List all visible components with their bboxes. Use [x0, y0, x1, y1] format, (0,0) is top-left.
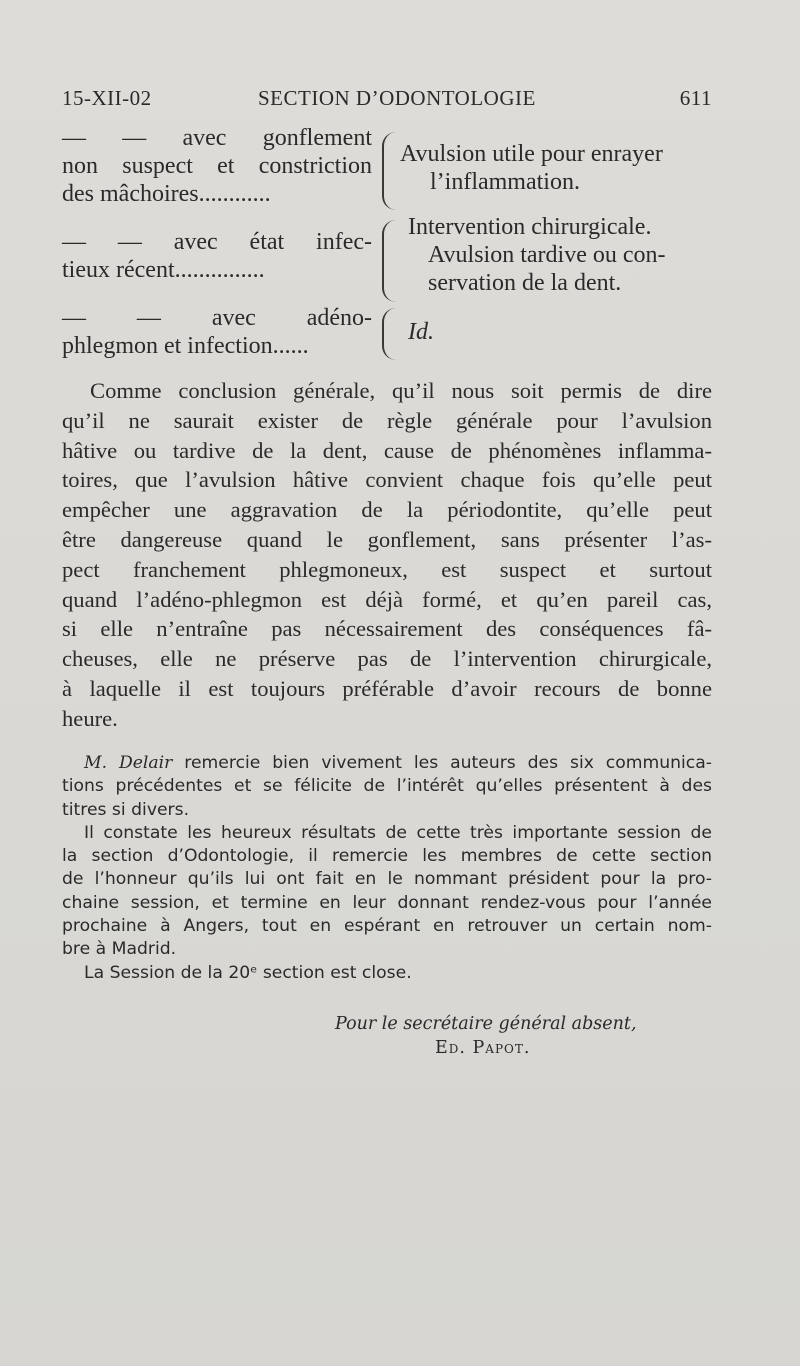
treatment-line: Intervention chirurgicale.	[408, 214, 652, 240]
condition-line: tieux récent...............	[62, 257, 265, 283]
header-section-title: SECTION D’ODONTOLOGIE	[258, 86, 536, 110]
condition-line: des mâchoires............	[62, 181, 271, 207]
text-line: qu’il ne saurait exister de règle générale pour l’avulsion	[62, 407, 712, 433]
conclusion-paragraph	[62, 376, 712, 734]
text-line: à laquelle il est toujours préférable d’avoir recours de bonne	[62, 675, 712, 701]
treatment-cell	[408, 318, 708, 346]
text-line: titres si divers.	[62, 799, 190, 820]
signature-block	[335, 1012, 695, 1060]
condition-line: non suspect et constriction	[62, 153, 372, 179]
text-line: bre à Madrid.	[62, 939, 177, 960]
brace	[382, 220, 404, 302]
table-row	[62, 212, 722, 302]
text-line: heure.	[62, 705, 118, 731]
text-line: chaine session, et termine en leur donnant rendez-vous pour l’année	[62, 892, 712, 913]
text-line: pect franchement phlegmoneux, est suspect et surtout	[62, 556, 712, 582]
text-line: hâtive ou tardive de la dent, cause de phénomènes inflamma-	[62, 437, 712, 463]
text-line: tions précédentes et se félicite de l’intérêt qu’elles présentent à des	[62, 776, 712, 797]
signature-title: Pour le secrétaire général absent,	[335, 1014, 637, 1034]
treatment-cell	[408, 213, 708, 297]
table-row	[62, 124, 722, 214]
treatment-line: servation de la dent.	[428, 270, 622, 296]
speaker-name: M. Delair	[84, 753, 173, 773]
text-line: quand l’adéno-phlegmon est déjà formé, et qu’en pareil cas,	[62, 586, 712, 612]
text-line: empêcher une aggravation de la périodontite, qu’elle peut	[62, 497, 712, 523]
header-date: 15-XII-02	[62, 86, 152, 110]
table-row	[62, 304, 722, 364]
text-line: si elle n’entraîne pas nécessairement des conséquences fâ-	[62, 616, 712, 642]
treatment-line: Avulsion utile pour enrayer	[400, 141, 663, 167]
running-header	[62, 86, 712, 116]
treatment-line: l’inflammation.	[430, 169, 580, 195]
condition-line: — — avec adéno-	[62, 305, 372, 331]
text-line: de l’honneur qu’ils lui ont fait en le nommant président pour la pro-	[62, 869, 712, 890]
treatment-line: Avulsion tardive ou con-	[428, 242, 666, 268]
treatment-line: Id.	[408, 319, 434, 345]
text-line	[62, 752, 712, 775]
closing-line: La Session de la 20ᵉ section est close.	[84, 962, 412, 983]
text-line: Comme conclusion générale, qu’il nous soit permis de dire	[90, 378, 712, 403]
text-line: la section d’Odontologie, il remercie les membres de cette section	[62, 846, 712, 867]
text-fragment: remercie bien vivement les auteurs des six communica-	[172, 753, 712, 773]
condition-line: — — avec état infec-	[62, 229, 372, 255]
text-line: être dangereuse quand le gonflement, sans présenter l’as-	[62, 526, 712, 552]
text-line: prochaine à Angers, tout en espérant en retrouver un certain nom-	[62, 916, 712, 937]
brace	[382, 308, 404, 360]
signature-name: Ed. Papot.	[435, 1038, 531, 1058]
treatment-cell	[400, 140, 700, 196]
condition-cell	[62, 304, 372, 360]
condition-cell	[62, 228, 372, 284]
condition-cell	[62, 124, 372, 208]
condition-line: phlegmon et infection......	[62, 333, 309, 359]
text-line: Il constate les heureux résultats de cette très importante session de	[84, 822, 712, 843]
remarks-block	[62, 752, 712, 985]
page-number: 611	[679, 86, 712, 110]
condition-line: — — avec gonflement	[62, 125, 372, 151]
text-line: toires, que l’avulsion hâtive convient chaque fois qu’elle peut	[62, 467, 712, 493]
text-line: cheuses, elle ne préserve pas de l’intervention chirurgicale,	[62, 646, 712, 672]
